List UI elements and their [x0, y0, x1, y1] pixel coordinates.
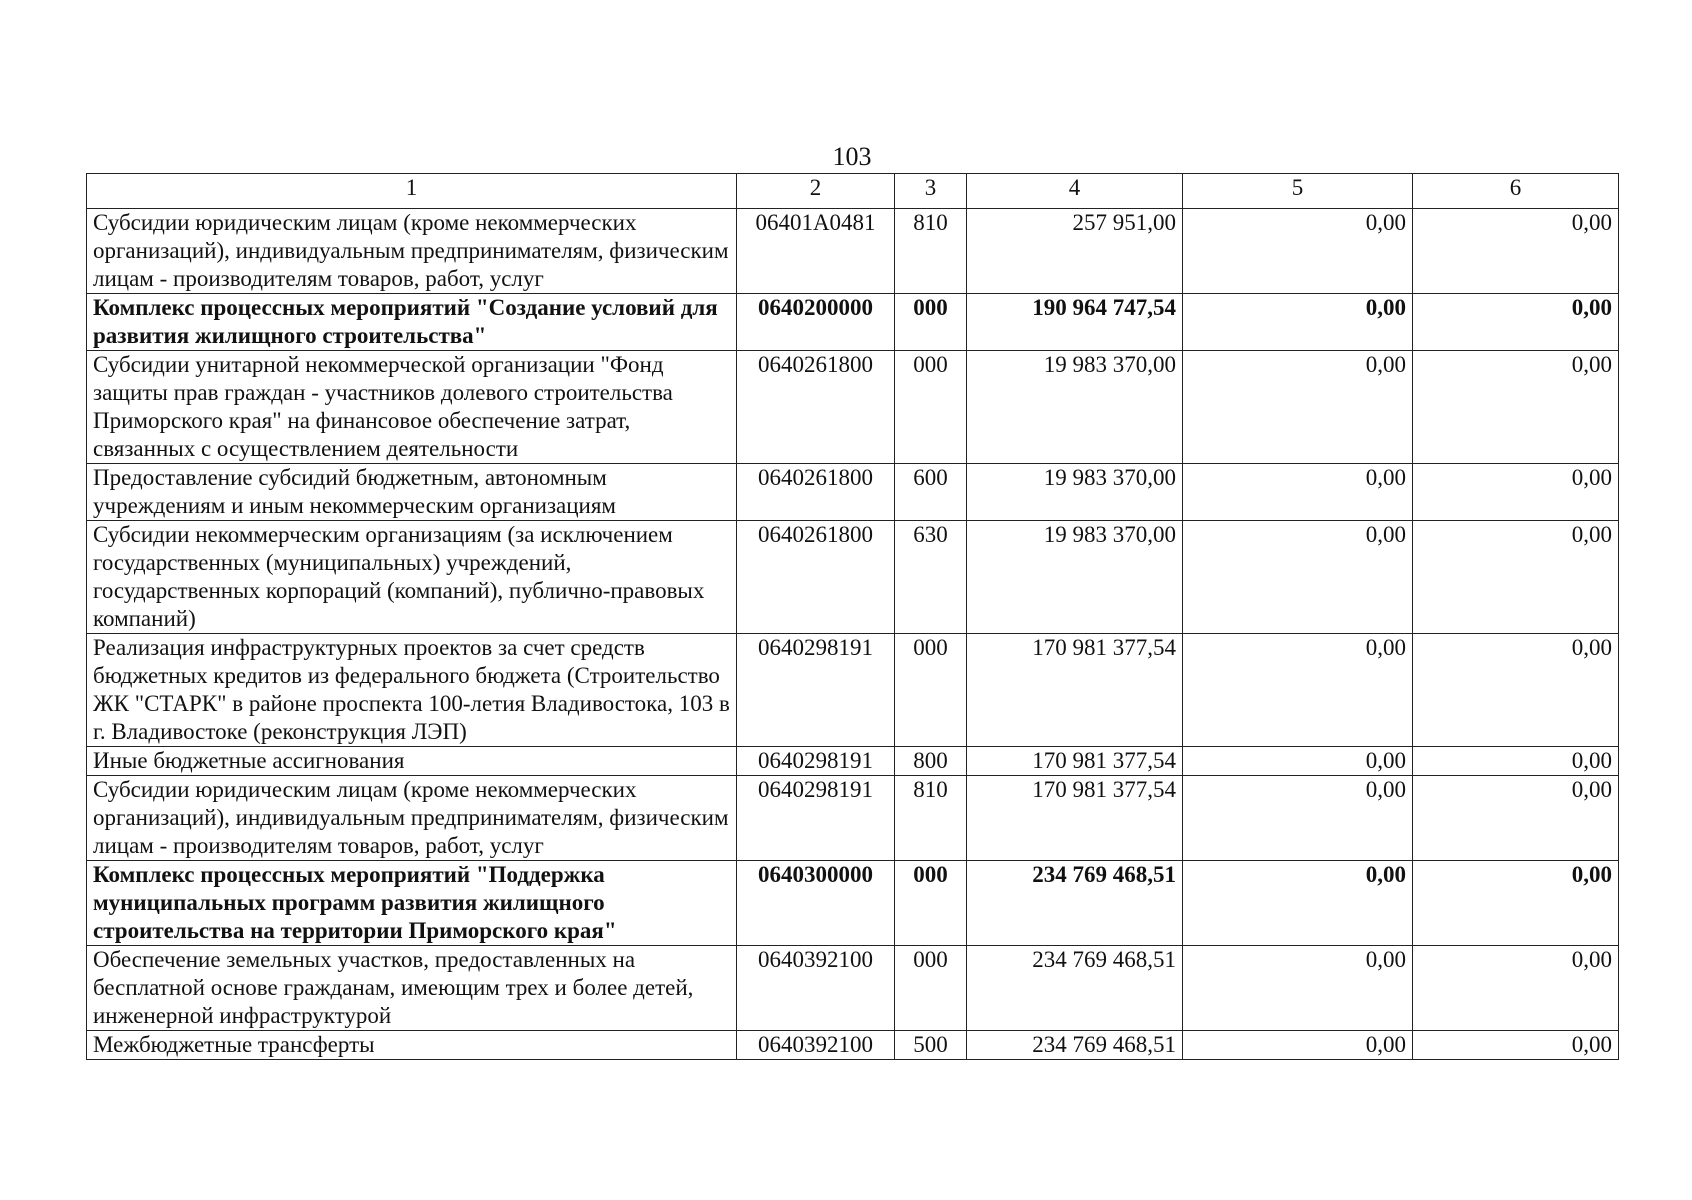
row-type-cell: 000	[895, 946, 967, 1031]
row-value-4-cell: 19 983 370,00	[967, 464, 1183, 521]
row-value-6-cell: 0,00	[1413, 747, 1619, 776]
column-header: 3	[895, 174, 967, 209]
row-value-4-cell: 234 769 468,51	[967, 946, 1183, 1031]
row-value-5-cell: 0,00	[1183, 946, 1413, 1031]
column-header: 4	[967, 174, 1183, 209]
row-value-6-cell: 0,00	[1413, 776, 1619, 861]
column-header: 2	[737, 174, 895, 209]
row-value-5-cell: 0,00	[1183, 776, 1413, 861]
row-code-cell: 0640298191	[737, 634, 895, 747]
row-name-cell: Реализация инфраструктурных проектов за счет средств бюджетных кредитов из федерального бюджета (Строительство ЖК "СТАРК" в районе проспекта 100-летия Владивостока, 103 в г. Владивостоке (реконструкция ЛЭП)	[87, 634, 737, 747]
row-code-cell: 0640200000	[737, 294, 895, 351]
table-row	[87, 521, 1619, 634]
row-type-cell: 600	[895, 464, 967, 521]
row-code-cell: 0640261800	[737, 351, 895, 464]
column-header: 6	[1413, 174, 1619, 209]
column-header: 5	[1183, 174, 1413, 209]
row-value-5-cell: 0,00	[1183, 521, 1413, 634]
table-row	[87, 464, 1619, 521]
row-value-4-cell: 170 981 377,54	[967, 776, 1183, 861]
row-code-cell: 0640261800	[737, 464, 895, 521]
row-type-cell: 800	[895, 747, 967, 776]
row-value-6-cell: 0,00	[1413, 521, 1619, 634]
row-code-cell: 06401А0481	[737, 209, 895, 294]
row-value-5-cell: 0,00	[1183, 351, 1413, 464]
row-value-5-cell: 0,00	[1183, 1031, 1413, 1060]
row-code-cell: 0640298191	[737, 747, 895, 776]
table-row	[87, 294, 1619, 351]
row-value-5-cell: 0,00	[1183, 294, 1413, 351]
row-value-5-cell: 0,00	[1183, 209, 1413, 294]
row-name-cell: Субсидии некоммерческим организациям (за исключением государственных (муниципальных) учреждений, государственных корпораций (компаний), публично-правовых компаний)	[87, 521, 737, 634]
table-row	[87, 634, 1619, 747]
row-name-cell: Комплекс процессных мероприятий "Поддержка муниципальных программ развития жилищного строительства на территории Приморского края"	[87, 861, 737, 946]
row-value-4-cell: 19 983 370,00	[967, 351, 1183, 464]
table-row	[87, 351, 1619, 464]
row-value-6-cell: 0,00	[1413, 294, 1619, 351]
table-row	[87, 861, 1619, 946]
row-name-cell: Субсидии юридическим лицам (кроме некоммерческих организаций), индивидуальным предпринимателям, физическим лицам - производителям товаров, работ, услуг	[87, 776, 737, 861]
table-row	[87, 209, 1619, 294]
budget-table	[86, 173, 1619, 1060]
row-value-5-cell: 0,00	[1183, 464, 1413, 521]
row-name-cell: Субсидии унитарной некоммерческой организации "Фонд защиты прав граждан - участников долевого строительства Приморского края" на финансовое обеспечение затрат, связанных с осуществлением деятельности	[87, 351, 737, 464]
row-type-cell: 810	[895, 209, 967, 294]
row-value-4-cell: 190 964 747,54	[967, 294, 1183, 351]
row-value-5-cell: 0,00	[1183, 747, 1413, 776]
row-code-cell: 0640300000	[737, 861, 895, 946]
row-type-cell: 000	[895, 351, 967, 464]
column-header: 1	[87, 174, 737, 209]
table-row	[87, 946, 1619, 1031]
row-name-cell: Предоставление субсидий бюджетным, автономным учреждениям и иным некоммерческим организациям	[87, 464, 737, 521]
row-name-cell: Субсидии юридическим лицам (кроме некоммерческих организаций), индивидуальным предпринимателям, физическим лицам - производителям товаров, работ, услуг	[87, 209, 737, 294]
row-value-6-cell: 0,00	[1413, 946, 1619, 1031]
row-value-4-cell: 170 981 377,54	[967, 634, 1183, 747]
row-value-6-cell: 0,00	[1413, 351, 1619, 464]
row-type-cell: 500	[895, 1031, 967, 1060]
row-value-4-cell: 257 951,00	[967, 209, 1183, 294]
row-value-6-cell: 0,00	[1413, 209, 1619, 294]
row-code-cell: 0640298191	[737, 776, 895, 861]
row-code-cell: 0640392100	[737, 946, 895, 1031]
row-value-4-cell: 170 981 377,54	[967, 747, 1183, 776]
row-name-cell: Межбюджетные трансферты	[87, 1031, 737, 1060]
row-type-cell: 000	[895, 634, 967, 747]
row-value-5-cell: 0,00	[1183, 861, 1413, 946]
table-row	[87, 776, 1619, 861]
row-name-cell: Иные бюджетные ассигнования	[87, 747, 737, 776]
row-type-cell: 810	[895, 776, 967, 861]
row-value-4-cell: 19 983 370,00	[967, 521, 1183, 634]
table-row	[87, 1031, 1619, 1060]
row-name-cell: Комплекс процессных мероприятий "Создание условий для развития жилищного строительства"	[87, 294, 737, 351]
row-type-cell: 630	[895, 521, 967, 634]
row-value-6-cell: 0,00	[1413, 1031, 1619, 1060]
row-value-5-cell: 0,00	[1183, 634, 1413, 747]
row-value-6-cell: 0,00	[1413, 464, 1619, 521]
table-header-row	[87, 174, 1619, 209]
row-code-cell: 0640392100	[737, 1031, 895, 1060]
row-value-4-cell: 234 769 468,51	[967, 1031, 1183, 1060]
row-name-cell: Обеспечение земельных участков, предоставленных на бесплатной основе гражданам, имеющим трех и более детей, инженерной инфраструктурой	[87, 946, 737, 1031]
row-code-cell: 0640261800	[737, 521, 895, 634]
row-type-cell: 000	[895, 294, 967, 351]
row-value-6-cell: 0,00	[1413, 634, 1619, 747]
page-number: 103	[832, 142, 872, 171]
row-value-4-cell: 234 769 468,51	[967, 861, 1183, 946]
table-row	[87, 747, 1619, 776]
row-type-cell: 000	[895, 861, 967, 946]
row-value-6-cell: 0,00	[1413, 861, 1619, 946]
